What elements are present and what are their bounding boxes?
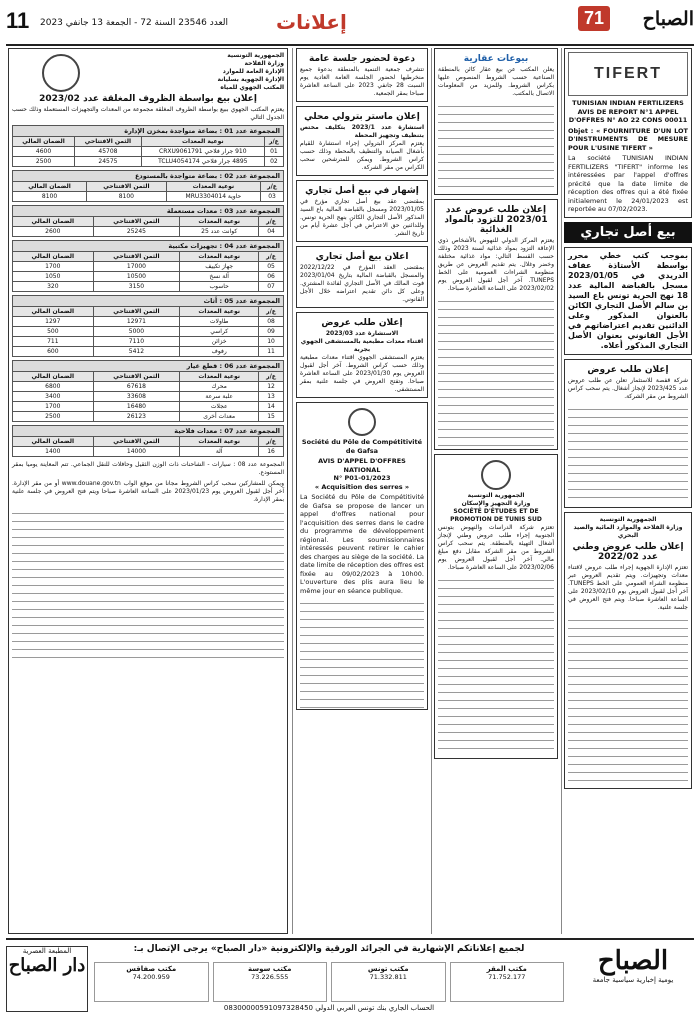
group-table [12,216,284,237]
ad-text: يعتزم المركز البترولي إجراء استشارة للقيام بأشغال الصيانة والتنظيف بالمحطة وذلك حسب كراس الشروط. ويمكن للمترشحين سحب الكراس من مقر الشركة. [300,140,424,171]
table-cell: 5412 [93,347,180,357]
table-row [13,227,284,237]
ad-gafsa [296,402,428,710]
ad-hospital-tender [296,312,428,398]
table-cell: 24575 [75,157,142,167]
table-cell: حاوية MRU3304014 [166,192,260,202]
table-header-cell: نوعية المعدات [141,137,264,147]
table-cell: كوانت عدد 25 [180,227,259,237]
table-header-cell: الضمان المالي [13,252,94,262]
ad-title: إشهار في بيع أصل تجاري [305,186,419,196]
table-header-cell: الضمان المالي [13,307,94,317]
table-header-cell: ع/ر [259,307,284,317]
table-cell: رفوف [180,347,259,357]
table-row [13,382,284,392]
ad-business-sale-3 [564,247,692,355]
table-header-cell: نوعية المعدات [180,437,259,447]
table-header-cell: ع/ر [259,437,284,447]
column-a [8,48,288,934]
gafsa-subtitle: AVIS D'APPEL D'OFFRES NATIONAL N° P01-01/2023 « Acquisition des serres » [314,457,410,491]
office-name: مكتب سوسة [247,965,292,973]
table-header-cell: ع/ر [259,372,284,382]
ad-title: اعلان بيع أصل تجاري [315,252,409,262]
ad-body-1: المجموعة عدد 08 : سيارات - الشاحنات ذات الوزن الثقيل وحافلات للنقل الجماعي. تتم المعاينة يوميا بمقر المستودع. [12,461,285,476]
column-divider [431,48,432,934]
table-header-cell: نوعية المعدات [166,182,260,192]
ad-title: إعلان ماستر بترولي محلي [304,112,420,122]
table-cell: 1297 [13,317,94,327]
column-b [296,48,428,934]
body-text-lines [12,508,284,658]
table-header-cell: نوعية المعدات [180,252,259,262]
table-cell: 2500 [13,157,75,167]
group-table [12,136,284,167]
body-text-lines [438,296,554,446]
logo-number: 71 [578,6,610,31]
table-header-cell: الثمن الافتتاحي [93,372,180,382]
table-cell: 11 [259,347,284,357]
office-name: مكتب صفاقس [126,965,177,973]
page-number: 11 [6,8,30,33]
ad-agriculture-tender [564,512,692,789]
table-cell: علبة سرعة [180,392,259,402]
body-text-lines [568,615,688,785]
tifert-title: TUNISIAN INDIAN FERTILIZERS AVIS DE REPORT N°1 APPEL D'OFFRES N° AO 22 CONS 00011 [568,99,688,124]
body-text-lines [438,575,554,755]
table-cell: 10 [259,337,284,347]
table-cell: 3150 [93,282,180,292]
table-row [13,272,284,282]
table-cell: 03 [261,192,284,202]
emblem-icon [42,54,80,92]
table-row [13,392,284,402]
column-d [564,48,692,934]
group-title: المجموعة عدد 07 : معدات فلاحية [12,425,284,436]
footer-banner: لجميع إعلاناتكم الإشهارية في الجرائد الورقية والإلكترونية «دار الصباح» يرجى الإتصال بـ: [133,944,525,954]
masthead-logo [574,6,694,40]
ad-real-estate [434,48,558,195]
table-header-cell: الضمان المالي [13,372,94,382]
table-cell: 13 [259,392,284,402]
office-card [94,962,209,1002]
table-cell: 05 [259,262,284,272]
table-header-cell: الثمن الافتتاحي [93,437,180,447]
table-cell: كراسي [180,327,259,337]
ad-ministry: الجمهورية التونسية وزارة الفلاحة والموارد المائية والصيد البحري [573,515,683,539]
table-cell: 06 [259,272,284,282]
table-cell: 1400 [13,447,94,457]
ad-text: تعتزم الإدارة الجهوية إجراء طلب عروض لاقتناء معدات وتجهيزات. ويتم تقديم العروض عبر منظومة الشراء العمومي على الخط TUNEPS. آخر أجل لقبول العروض يوم 2023/02/10 على الساعة العاشرة صباحا. ويتم فتح العروض في جلسة علنية. [568,563,688,611]
group-title: المجموعة عدد 02 : بضاعة متواجدة بالمستودع [12,170,284,181]
table-cell: 07 [259,282,284,292]
footer-masthead [572,946,694,1010]
table-cell: 45708 [75,147,142,157]
group-title: المجموعة عدد 01 : بضاعة متواجدة بمخزن الإدارة [12,125,284,136]
ad-subtitle: الاستشارة عدد 2023/03 اقتناء معدات مطبعية بالمستشفى الجهوي بجربة [300,330,424,353]
table-header-cell: ع/ر [259,217,284,227]
table-cell: آلة [180,447,259,457]
table-cell: 14000 [93,447,180,457]
table-row [13,157,284,167]
printer-logo: دار الصباح [8,955,86,976]
table-cell: خزائن [180,337,259,347]
table-row [13,147,284,157]
table-cell: 25245 [93,227,180,237]
table-cell: 08 [259,317,284,327]
ad-business-sale-2 [296,246,428,308]
table-cell: 16 [259,447,284,457]
ad-title: إعلان بيع بواسطة الظروف المغلقة عدد 2023/02 [39,94,257,104]
table-cell: 01 [264,147,283,157]
table-header-cell: ع/ر [264,137,283,147]
footer-tagline: يومية إخبارية سياسية جامعة [592,976,674,984]
table-cell: 1700 [13,262,94,272]
office-phone: 74.200.959 [132,973,170,981]
table-cell: 3400 [13,392,94,402]
table-cell: 26123 [93,412,180,422]
table-cell: طاولات [180,317,259,327]
section-bar: بيع أصل تجاري [564,222,692,243]
group-table [12,251,284,292]
office-name: مكتب المقر [486,965,527,973]
body-text-lines [300,598,424,708]
table-header-cell: الثمن الافتتاحي [87,182,167,192]
table-cell: محرك [180,382,259,392]
table-cell: 02 [264,157,283,167]
table-cell: حاسوب [180,282,259,292]
column-divider [292,48,293,934]
ministry-block: الجمهورية التونسية وزارة الفلاحة الإدارة العامة للموارد الإدارة الجهوية بسليانة المكتب الجهوي للمياه [217,52,284,91]
table-header-cell: نوعية المعدات [180,307,259,317]
body-text-lines [568,404,688,504]
tifert-object: Objet : « FOURNITURE D'UN LOT D'INSTRUMENTS DE MESURE POUR L'USINE TIFERT » [568,126,688,152]
table-row [13,317,284,327]
ad-text: شركة قفصة للاستثمار تعلن عن طلب عروض عدد 2023/425 لإنجاز أشغال. يتم سحب كراس الشروط من مقر الشركة. [568,376,688,400]
ad-subtitle: استشارة عدد 2023/1 بتكليف مختص بتنظيف وتجهيز المحطة [300,124,424,139]
table-header-cell: ع/ر [261,182,284,192]
ad-body-2: ويمكن للمشاركين سحب كراس الشروط مجانا من موقع الواب www.douane.gov.tn أو من مقر الإدارة. آخر أجل لقبول العروض يوم 2023/01/23 على الساعة العاشرة صباحا ويتم فتح العروض في جلسة علنية بمقر الإدارة. [12,480,284,503]
office-name: مكتب تونس [367,965,409,973]
table-cell: 67618 [93,382,180,392]
table-cell: 04 [259,227,284,237]
table-cell: 12971 [93,317,180,327]
table-cell: 6800 [13,382,94,392]
table-cell: 1700 [13,402,94,412]
gafsa-logo-icon [348,408,376,436]
printer-box [6,946,88,1012]
ad-text: تعتزم شركة الدراسات والنهوض بتونس الجنوبية إجراء طلب عروض وطني لإنجاز أشغال التهيئة بالمنطقة. يتم سحب كراس الشروط من مقر الشركة مقابل دفع مبلغ مالي. آخر أجل لقبول العروض يوم 2023/02/06 على الساعة العاشرة صباحا. [438,524,554,571]
ad-business-sale-1 [296,180,428,242]
tender-groups [12,125,284,457]
table-cell: 16480 [93,402,180,412]
group-table [12,371,284,422]
ad-text: يعتزم المركز الدولي للنهوض بالأشخاص ذوي الإعاقة التزود بمواد غذائية لسنة 2023 وذلك حسب القسط التالي: مواد غذائية مختلفة وخضر وغلال. يتم تقديم العروض عن طريق منظومة الشراءات العمومية على الخط TUNEPS. آخر أجل لقبول العروض يوم 2023/02/02 على الساعة العاشرة صباحا. [438,237,554,292]
page-header [6,6,694,46]
bank-account: الحساب الجاري بنك تونس العربي الدولي 08300000591097328450 [223,1004,435,1012]
tifert-text: La société TUNISIAN INDIAN FERTILIZERS "TIFERT" informe les intéressées par l'appel d'offres précité que la date limite de réception des offres qui a été fixée initialement le 24/01/2023 est reportée au 07/02/2023. [568,154,688,213]
table-cell: 600 [13,347,94,357]
footer-logo: الصباح [597,946,669,976]
ad-general-assembly [296,48,428,102]
group-title: المجموعة عدد 06 : قطع غيار [12,360,284,371]
table-cell: 2500 [13,412,94,422]
table-header-cell: الثمن الافتتاحي [93,217,180,227]
ad-title: دعوة لحضور جلسة عامة [308,54,415,64]
table-header-cell: نوعية المعدات [180,372,259,382]
table-cell: 33608 [93,392,180,402]
body-text-lines [438,101,554,191]
table-cell: 8100 [13,192,87,202]
table-cell: 12 [259,382,284,392]
ad-tender-sale [8,48,288,934]
table-header-cell: الضمان المالي [13,137,75,147]
ad-text: بمقتضى عقد بيع أصل تجاري مؤرخ في 2023/01/05 ومسجل بالقباضة المالية باع السيد المذكور الأصل التجاري الكائن بنهج الحرية تونس. وللدائنين حق الاعتراض في أجل عشرة أيام من تاريخ النشر. [300,198,424,237]
ad-text: بموجب كتب خطي محرر بواسطة الأستاذة عفاف الدريدي في 2023/01/05 مسجل بالقباضة المالية عدد 18 نهج الحرية تونس باع السيد بن سالم الأصل التجاري الكائن بالعنوان المذكور وعلى الدائنين تقديم اعتراضاتهم في الأجل القانوني بعنوان الأصل التجاري المذكور أعلاه. [568,250,688,350]
table-row [13,347,284,357]
office-phone: 73.226.555 [251,973,289,981]
table-cell: 5000 [93,327,180,337]
group-table [12,306,284,357]
ad-septs [434,454,558,759]
table-cell: 10500 [93,272,180,282]
page-footer [6,938,694,1016]
ad-title: إعلان طلب عروض [587,364,669,375]
ad-title: إعلان طلب عروض وطني عدد 2022/02 [572,541,684,562]
office-card [331,962,446,1002]
tifert-logo: TIFERT [568,52,688,96]
ad-title: إعلان طلب عروض عدد 2023/01 للتزود بالمواد الغذائية [444,205,548,235]
table-cell: 910 جرار فلاحي CRXU9061791 [141,147,264,157]
ad-intro: يعتزم المكتب الجهوي ببيع بواسطة الظروف المغلقة مجموعة من المعدات والتجهيزات المستعملة وذلك حسب الجدول التالي [12,106,284,121]
ad-text: يعتزم المستشفى الجهوي اقتناء معدات مطبعية وذلك حسب كراس الشروط. آخر أجل لقبول العروض يوم 2023/01/30 على الساعة العاشرة صباحا. وتفتح العروض في جلسة علنية بمقر المستشفى. [300,354,424,393]
table-cell: 1050 [13,272,94,282]
office-list [94,962,564,1002]
ad-text: تتشرف جمعية التنمية بالمنطقة بدعوة جميع منخرطيها لحضور الجلسة العامة العادية يوم السبت 28 جانفي 2023 على الساعة العاشرة صباحا بمقر الجمعية. [300,66,424,97]
table-row [13,192,284,202]
table-cell: 17000 [93,262,180,272]
table-row [13,327,284,337]
ad-title: الجمهورية التونسية وزارة التجهيز والإسكان SOCIÉTÉ D'ÉTUDES ET DE PROMOTION DE TUNIS SUD [450,492,542,523]
ad-food-tender [434,199,558,450]
table-header-cell: الثمن الافتتاحي [75,137,142,147]
group-title: المجموعة عدد 04 : تجهيزات مكتبية [12,240,284,251]
ad-text: بمقتضى العقد المؤرخ في 2022/12/22 والمسجل بالقباضة المالية بتاريخ 2023/01/04 فوت المالك في الأصل التجاري لفائدة المشتري. وعلى كل دائن تقديم اعتراضه خلال الأجل القانوني. [300,264,424,303]
septs-logo-icon [481,460,511,490]
ad-gafsa-investment [564,359,692,508]
table-cell: 7110 [93,337,180,347]
table-cell: 2600 [13,227,94,237]
office-card [213,962,328,1002]
ad-petroleum [296,106,428,176]
group-title: المجموعة عدد 03 : معدات مستعملة [12,205,284,216]
ad-tifert [564,48,692,218]
table-row [13,262,284,272]
table-header-cell: الثمن الافتتاحي [93,252,180,262]
table-row [13,447,284,457]
table-header-cell: الثمن الافتتاحي [93,307,180,317]
table-cell: 711 [13,337,94,347]
office-card [450,962,565,1002]
table-row [13,282,284,292]
table-cell: عجلات [180,402,259,412]
gafsa-text: La Société du Pôle de Compétitivité de Gafsa se propose de lancer un appel d'offres national pour l'acquisition des serres dans le cadre du programme de développement régional. Les soumissionnaires intéressés peuvent retirer le cahier des charges au siège de la société. La date limite de réception des offres est fixée au 09/02/2023 à 10h00. L'ouverture des plis aura lieu le même jour en séance publique. [300,493,425,595]
table-cell: آلة نسخ [180,272,259,282]
group-title: المجموعة عدد 05 : أثاث [12,295,284,306]
group-table [12,181,284,202]
table-cell: 14 [259,402,284,412]
table-row [13,337,284,347]
group-table [12,436,284,457]
column-c [434,48,558,934]
ad-title: بيوعات عقارية [463,54,529,64]
table-cell: 8100 [87,192,167,202]
office-phone: 71.752.177 [488,973,526,981]
table-cell: معدات أخرى [180,412,259,422]
table-cell: 4600 [13,147,75,157]
table-row [13,412,284,422]
table-cell: جهاز تكييف [180,262,259,272]
table-cell: 320 [13,282,94,292]
table-cell: 15 [259,412,284,422]
table-cell: 09 [259,327,284,337]
table-cell: 500 [13,327,94,337]
table-header-cell: ع/ر [259,252,284,262]
table-cell: 4895 جرار فلاحي TCLU4054174 [141,157,264,167]
table-header-cell: الضمان المالي [13,217,94,227]
section-title: إعلانات [276,10,347,34]
ad-title: إعلان طلب عروض [321,318,403,328]
office-phone: 71.332.811 [369,973,407,981]
gafsa-title: Société du Pôle de Compétitivité de Gafsa [301,438,423,455]
logo-name: الصباح [642,8,694,30]
table-header-cell: الضمان المالي [13,437,94,447]
ad-text: يعلن المكتب عن بيع عقار كائن بالمنطقة الصناعية حسب الشروط المنصوص عليها بكراس الشروط. وللمزيد من المعلومات الاتصال بالمكتب. [438,66,554,97]
issue-meta: العدد 23546 السنة 72 - الجمعة 13 جانفي 2023 [40,18,229,28]
printer-label: المطبعة العصرية [22,947,72,955]
column-divider [561,48,562,934]
table-row [13,402,284,412]
table-header-cell: الضمان المالي [13,182,87,192]
table-header-cell: نوعية المعدات [180,217,259,227]
